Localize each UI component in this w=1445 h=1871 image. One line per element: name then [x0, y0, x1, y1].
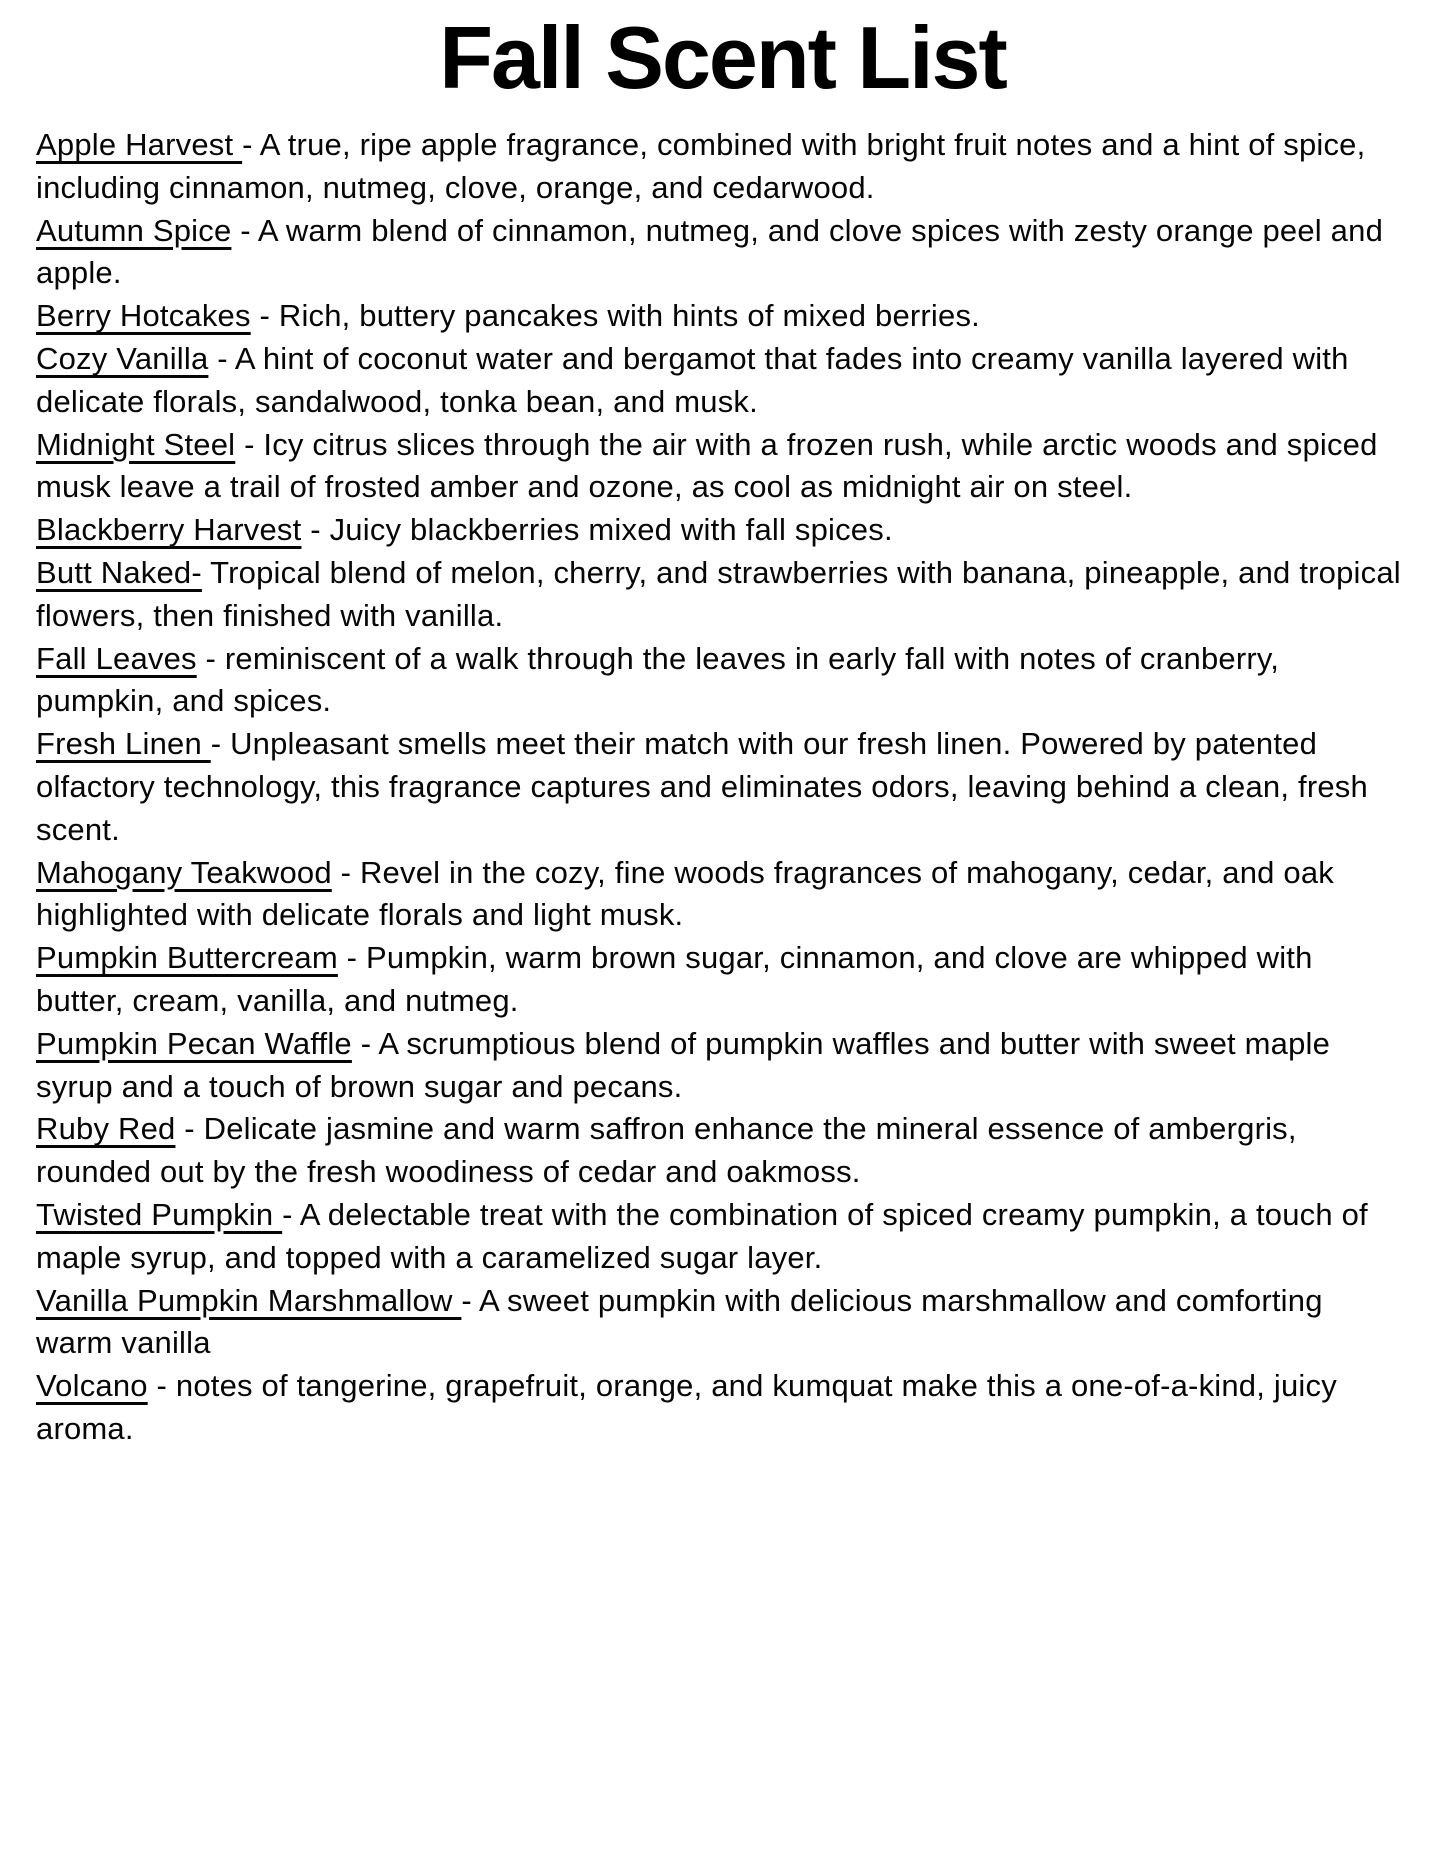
- scent-name: Mahogany Teakwood: [36, 854, 332, 890]
- scent-separator: -: [250, 298, 279, 334]
- scent-entry-mahogany-teakwood: [36, 852, 1407, 938]
- scent-name: Cozy Vanilla: [36, 340, 209, 376]
- scent-name: Pumpkin Buttercream: [36, 940, 338, 976]
- scent-separator: -: [351, 1025, 379, 1061]
- scent-description: A sweet pumpkin with delicious marshmallow and comforting warm vanilla: [36, 1282, 1332, 1361]
- scent-name: Blackberry Harvest: [36, 512, 302, 548]
- scent-separator: -: [147, 1368, 176, 1404]
- scent-entry-blackberry-harvest: [36, 509, 1407, 552]
- scent-entry-berry-hotcakes: [36, 295, 1407, 338]
- scent-description: Delicate jasmine and warm saffron enhance the mineral essence of ambergris, rounded out by the fresh woodiness of cedar and oakmoss.: [36, 1111, 1306, 1190]
- scent-description: A warm blend of cinnamon, nutmeg, and clove spices with zesty orange peel and apple.: [36, 212, 1392, 291]
- scent-entry-volcano: [36, 1365, 1407, 1451]
- scent-entry-butt-naked: [36, 552, 1410, 638]
- scent-name: Vanilla Pumpkin Marshmallow: [36, 1282, 462, 1318]
- scent-name: Twisted Pumpkin: [36, 1196, 283, 1232]
- scent-name: Autumn Spice: [36, 212, 232, 248]
- scent-entry-ruby-red: [36, 1108, 1407, 1194]
- scent-name: Apple Harvest: [36, 127, 243, 162]
- scent-entry-twisted-pumpkin: [36, 1194, 1407, 1280]
- scent-name: Pumpkin Pecan Waffle: [36, 1025, 352, 1061]
- scent-entry-apple-harvest: [36, 124, 1407, 210]
- scent-separator: [202, 555, 210, 590]
- scent-separator: -: [210, 726, 231, 762]
- scent-description: Icy citrus slices through the air with a frozen rush, while arctic woods and spiced musk leave a trail of frosted amber and ozone, as cool as midnight air on steel.: [36, 426, 1387, 505]
- scent-separator: -: [231, 212, 258, 248]
- scent-separator: -: [282, 1196, 300, 1232]
- scent-description: Revel in the cozy, fine woods fragrances of mahogany, cedar, and oak highlighted with delicate florals and light musk.: [36, 854, 1343, 933]
- scent-separator: -: [331, 854, 360, 890]
- scent-description: A hint of coconut water and bergamot that fades into creamy vanilla layered with delicate florals, sandalwood, tonka bean, and musk.: [36, 340, 1358, 419]
- scent-description: Juicy blackberries mixed with fall spices.: [329, 512, 893, 548]
- scent-separator: -: [242, 127, 260, 162]
- scent-separator: -: [301, 512, 330, 548]
- scent-separator: -: [196, 640, 225, 676]
- scent-entry-fresh-linen: [36, 723, 1407, 851]
- scent-separator: -: [461, 1282, 480, 1318]
- scent-entry-autumn-spice: [36, 210, 1407, 296]
- scent-description: Pumpkin, warm brown sugar, cinnamon, and clove are whipped with butter, cream, vanilla, and nutmeg.: [36, 940, 1322, 1018]
- scent-separator: -: [235, 426, 264, 462]
- scent-entry-vanilla-pumpkin-marshmallow: [36, 1280, 1407, 1366]
- scent-entry-pumpkin-pecan-waffle: [36, 1023, 1407, 1109]
- scent-description: Tropical blend of melon, cherry, and strawberries with banana, pineapple, and tropical flowers, then finished with vanilla.: [36, 554, 1410, 633]
- scent-name: Berry Hotcakes: [36, 298, 251, 334]
- scent-name: Fall Leaves: [36, 640, 197, 676]
- scent-description: A true, ripe apple fragrance, combined with bright fruit notes and a hint of spice, including cinnamon, nutmeg, clove, orange, and cedarwood.: [36, 127, 1375, 205]
- scent-description: Rich, buttery pancakes with hints of mixed berries.: [278, 298, 980, 334]
- scent-entry-pumpkin-buttercream: [36, 937, 1407, 1023]
- scent-description: A scrumptious blend of pumpkin waffles and butter with sweet maple syrup and a touch of brown sugar and pecans.: [36, 1025, 1339, 1104]
- scent-description: A delectable treat with the combination of spiced creamy pumpkin, a touch of maple syrup, and topped with a caramelized sugar layer.: [36, 1196, 1377, 1275]
- scent-separator: -: [175, 1111, 204, 1147]
- scent-name: Fresh Linen: [36, 726, 211, 762]
- scent-list: [0, 120, 1445, 1451]
- scent-separator: -: [208, 340, 235, 376]
- scent-description: notes of tangerine, grapefruit, orange, and kumquat make this a one-of-a-kind, juicy aroma.: [36, 1368, 1346, 1446]
- scent-name: Midnight Steel: [36, 426, 236, 462]
- scent-name: Ruby Red: [36, 1111, 176, 1147]
- scent-entry-fall-leaves: [36, 638, 1407, 724]
- scent-entry-midnight-steel: [36, 424, 1407, 510]
- scent-entry-cozy-vanilla: [36, 338, 1407, 424]
- scent-name: Butt Naked-: [36, 554, 202, 590]
- scent-separator: -: [337, 940, 367, 976]
- page-title: Fall Scent List: [439, 8, 1006, 107]
- scent-description: Unpleasant smells meet their match with our fresh linen. Powered by patented olfactory technology, this fragrance captures and eliminates odors, leaving behind a clean, fresh scent.: [36, 726, 1377, 847]
- scent-name: Volcano: [36, 1368, 148, 1404]
- scent-description: reminiscent of a walk through the leaves in early fall with notes of cranberry, pumpkin, and spices.: [36, 640, 1288, 719]
